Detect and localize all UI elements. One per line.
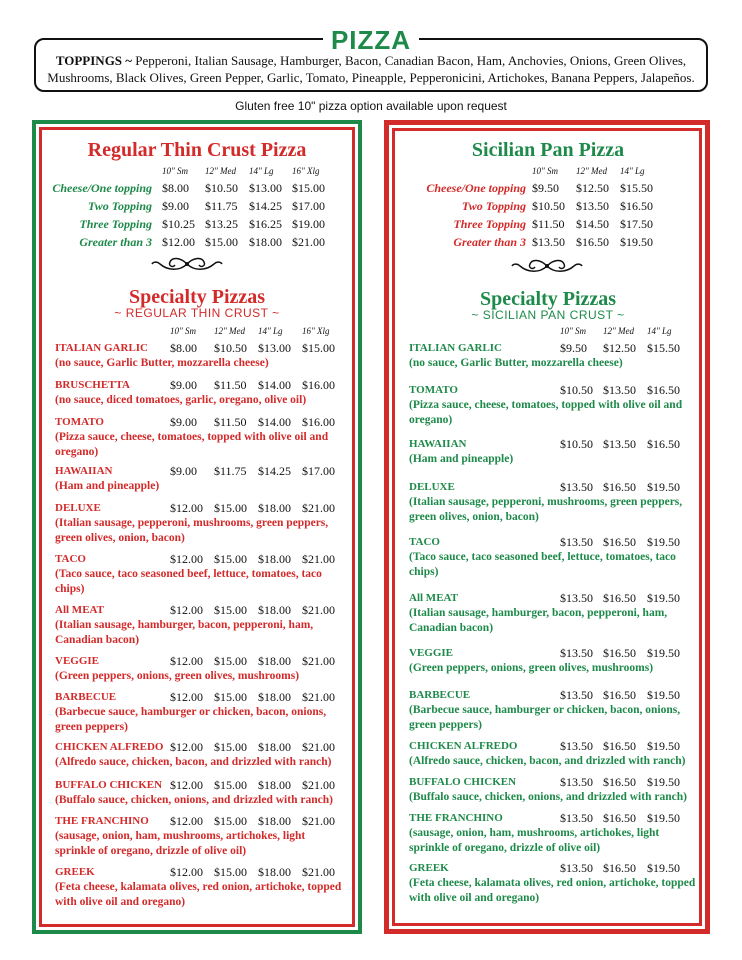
regular-specialty-size-header: 16" Xlg: [302, 326, 330, 336]
regular-specialty-price: $8.00: [170, 341, 197, 355]
right-specialty-subtitle: ~ SICILIAN PAN CRUST ~: [471, 308, 625, 322]
sicilian-specialty-name: BARBECUE: [409, 689, 471, 701]
sicilian-specialty-name: VEGGIE: [409, 647, 454, 659]
right-specialty-title: Specialty Pizzas: [479, 288, 617, 310]
regular-specialty-price: $12.00: [170, 552, 203, 566]
regular-row-price: $10.50: [205, 181, 238, 195]
sicilian-specialty-price: $16.50: [603, 688, 636, 702]
sicilian-specialty-description: (Italian sausage, pepperoni, mushrooms, green peppers, green olives, onion, bacon): [409, 496, 683, 523]
sicilian-specialty-description: (no sauce, Garlic Butter, mozzarella cheese): [409, 357, 623, 369]
sicilian-specialty-price: $19.50: [647, 688, 680, 702]
regular-specialty-price: $18.00: [258, 690, 291, 704]
sicilian-specialty-name: DELUXE: [409, 481, 455, 493]
sicilian-specialty-price: $12.50: [603, 341, 636, 355]
sicilian-specialty-name: TACO: [409, 536, 440, 548]
regular-row-price: $10.25: [162, 217, 195, 231]
regular-specialty-price: $21.00: [302, 603, 335, 617]
regular-specialty-price: $14.25: [258, 464, 291, 478]
sicilian-specialty-description: (Feta cheese, kalamata olives, red onion, artichoke, topped with olive oil and oregano): [409, 877, 696, 904]
sicilian-specialty-price: $13.50: [603, 383, 636, 397]
sicilian-row-price: $13.50: [576, 199, 609, 213]
regular-specialty-price: $16.00: [302, 415, 335, 429]
regular-specialty-price: $11.50: [214, 415, 247, 429]
sicilian-row-price: $14.50: [576, 217, 609, 231]
regular-specialty-price: $12.00: [170, 740, 203, 754]
regular-specialty-description: (Ham and pineapple): [55, 480, 160, 492]
regular-specialty-price: $11.50: [214, 378, 247, 392]
regular-specialty-name: BRUSCHETTA: [55, 379, 130, 391]
sicilian-specialty-description: (sausage, onion, ham, mushrooms, artichokes, light sprinkle of oregano, drizzle of olive oil): [409, 827, 660, 854]
sicilian-specialty-name: All MEAT: [409, 592, 458, 604]
regular-specialty-description: (Alfredo sauce, chicken, bacon, and drizzled with ranch): [55, 756, 332, 768]
regular-specialty-price: $21.00: [302, 814, 335, 828]
sicilian-specialty-price: $19.50: [647, 646, 680, 660]
sicilian-specialty-description: (Pizza sauce, cheese, tomatoes, topped with olive oil and oregano): [409, 399, 683, 426]
toppings-list: Pepperoni, Italian Sausage, Hamburger, Bacon, Canadian Bacon, Ham, Anchovies, Onions, Green Olives, Mushrooms, Black Olives, Green Pepper, Garlic, Tomato, Pineapple, Pepperonicini, Artichokes, Banana Peppers, Jalapeños.: [47, 53, 695, 85]
sicilian-specialty-description: (Italian sausage, hamburger, bacon, pepperoni, ham, Canadian bacon): [409, 607, 668, 634]
sicilian-row-label: Greater than 3: [453, 235, 526, 249]
gluten-note: Gluten free 10" pizza option available upon request: [235, 99, 507, 113]
sicilian-specialty-price: $13.50: [560, 591, 593, 605]
sicilian-row-price: $16.50: [620, 199, 653, 213]
regular-specialty-price: $21.00: [302, 778, 335, 792]
regular-size-header: 10" Sm: [162, 166, 189, 176]
regular-specialty-price: $12.00: [170, 690, 203, 704]
regular-specialty-price: $15.00: [214, 501, 247, 515]
sicilian-specialty-description: (Taco sauce, taco seasoned beef, lettuce, tomatoes, taco chips): [409, 551, 676, 578]
regular-specialty-price: $21.00: [302, 654, 335, 668]
regular-specialty-price: $12.00: [170, 654, 203, 668]
regular-row-label: Two Topping: [87, 199, 152, 213]
sicilian-specialty-name: HAWAIIAN: [409, 438, 467, 450]
regular-specialty-price: $18.00: [258, 740, 291, 754]
regular-specialty-description: (Italian sausage, pepperoni, mushrooms, green peppers, green olives, onion, bacon): [55, 517, 329, 544]
regular-specialty-price: $21.00: [302, 501, 335, 515]
menu-title: PIZZA: [0, 26, 742, 54]
regular-row-price: $15.00: [205, 235, 238, 249]
sicilian-specialty-price: $10.50: [560, 437, 593, 451]
sicilian-specialty-name: TOMATO: [409, 384, 458, 396]
regular-specialty-name: VEGGIE: [55, 655, 100, 667]
regular-size-header: 12" Med: [205, 166, 237, 176]
regular-specialty-name: DELUXE: [55, 502, 101, 514]
regular-row-price: $16.25: [249, 217, 282, 231]
sicilian-pan-title: Sicilian Pan Pizza: [471, 139, 625, 161]
sicilian-specialty-description: (Alfredo sauce, chicken, bacon, and drizzled with ranch): [409, 755, 686, 767]
regular-row-price: $19.00: [292, 217, 325, 231]
sicilian-specialty-name: THE FRANCHINO: [409, 812, 503, 824]
sicilian-specialty-price: $13.50: [560, 775, 593, 789]
sicilian-specialty-name: BUFFALO CHICKEN: [409, 776, 517, 788]
regular-specialty-price: $18.00: [258, 603, 291, 617]
sicilian-specialty-price: $19.50: [647, 591, 680, 605]
regular-specialty-price: $18.00: [258, 865, 291, 879]
sicilian-specialty-description: (Buffalo sauce, chicken, onions, and drizzled with ranch): [409, 791, 687, 803]
regular-specialty-price: $18.00: [258, 501, 291, 515]
sicilian-specialty-price: $13.50: [560, 739, 593, 753]
regular-row-price: $13.00: [249, 181, 282, 195]
regular-specialty-price: $9.00: [170, 378, 197, 392]
sicilian-specialty-price: $16.50: [603, 591, 636, 605]
sicilian-specialty-price: $10.50: [560, 383, 593, 397]
sicilian-specialty-price: $16.50: [603, 861, 636, 875]
regular-specialty-price: $18.00: [258, 778, 291, 792]
sicilian-specialty-price: $13.50: [603, 437, 636, 451]
regular-specialty-price: $21.00: [302, 740, 335, 754]
regular-specialty-price: $15.00: [214, 865, 247, 879]
sicilian-specialty-size-header: 12" Med: [603, 326, 635, 336]
regular-specialty-price: $21.00: [302, 690, 335, 704]
regular-row-label: Greater than 3: [79, 235, 152, 249]
regular-row-price: $8.00: [162, 181, 189, 195]
sicilian-specialty-price: $19.50: [647, 739, 680, 753]
flourish-divider-icon: [510, 258, 584, 274]
regular-specialty-price: $16.00: [302, 378, 335, 392]
sicilian-specialty-price: $19.50: [647, 775, 680, 789]
sicilian-specialty-size-header: 10" Sm: [560, 326, 587, 336]
regular-row-price: $9.00: [162, 199, 189, 213]
sicilian-specialty-price: $16.50: [603, 775, 636, 789]
regular-specialty-name: HAWAIIAN: [55, 465, 113, 477]
sicilian-row-price: $15.50: [620, 181, 653, 195]
regular-specialty-name: BUFFALO CHICKEN: [55, 779, 163, 791]
regular-specialty-price: $11.75: [214, 464, 247, 478]
regular-specialty-price: $15.00: [214, 654, 247, 668]
regular-specialty-name: All MEAT: [55, 604, 104, 616]
regular-row-price: $18.00: [249, 235, 282, 249]
sicilian-size-header: 14" Lg: [620, 166, 645, 176]
regular-specialty-price: $15.00: [302, 341, 335, 355]
regular-specialty-description: (no sauce, Garlic Butter, mozzarella cheese): [55, 357, 269, 369]
sicilian-specialty-price: $13.50: [560, 646, 593, 660]
sicilian-specialty-description: (Barbecue sauce, hamburger or chicken, bacon, onions, green peppers): [409, 704, 681, 731]
sicilian-row-price: $11.50: [532, 217, 565, 231]
regular-specialty-price: $15.00: [214, 778, 247, 792]
regular-row-price: $14.25: [249, 199, 282, 213]
regular-specialty-price: $15.00: [214, 814, 247, 828]
sicilian-row-price: $13.50: [532, 235, 565, 249]
sicilian-row-label: Two Topping: [461, 199, 526, 213]
regular-size-header: 16" Xlg: [292, 166, 320, 176]
sicilian-specialty-price: $16.50: [603, 535, 636, 549]
sicilian-row-label: Three Topping: [453, 217, 526, 231]
regular-specialty-price: $9.00: [170, 415, 197, 429]
regular-specialty-description: (Feta cheese, kalamata olives, red onion, artichoke, topped with olive oil and oregano): [55, 881, 342, 908]
regular-specialty-size-header: 12" Med: [214, 326, 246, 336]
regular-specialty-price: $10.50: [214, 341, 247, 355]
sicilian-row-price: $19.50: [620, 235, 653, 249]
regular-specialty-price: $12.00: [170, 603, 203, 617]
sicilian-row-price: $16.50: [576, 235, 609, 249]
regular-specialty-name: ITALIAN GARLIC: [55, 342, 149, 354]
regular-row-price: $21.00: [292, 235, 325, 249]
flourish-divider-icon: [150, 256, 224, 272]
toppings-text: [44, 52, 698, 86]
sicilian-specialty-description: (Ham and pineapple): [409, 453, 514, 465]
regular-specialty-price: $17.00: [302, 464, 335, 478]
regular-specialty-price: $21.00: [302, 865, 335, 879]
regular-row-label: Cheese/One topping: [52, 181, 152, 195]
regular-row-price: $11.75: [205, 199, 238, 213]
regular-row-price: $12.00: [162, 235, 195, 249]
regular-specialty-name: TACO: [55, 553, 86, 565]
regular-specialty-description: (Taco sauce, taco seasoned beef, lettuce, tomatoes, taco chips): [55, 568, 322, 595]
regular-specialty-description: (Italian sausage, hamburger, bacon, pepperoni, ham, Canadian bacon): [55, 619, 314, 646]
regular-row-price: $17.00: [292, 199, 325, 213]
regular-specialty-price: $12.00: [170, 865, 203, 879]
regular-specialty-price: $12.00: [170, 814, 203, 828]
regular-specialty-description: (Barbecue sauce, hamburger or chicken, bacon, onions, green peppers): [55, 706, 327, 733]
sicilian-specialty-description: (Green peppers, onions, green olives, mushrooms): [409, 662, 654, 674]
sicilian-size-header: 12" Med: [576, 166, 608, 176]
sicilian-specialty-price: $9.50: [560, 341, 587, 355]
sicilian-specialty-price: $19.50: [647, 535, 680, 549]
regular-specialty-description: (Buffalo sauce, chicken, onions, and drizzled with ranch): [55, 794, 333, 806]
regular-specialty-description: (no sauce, diced tomatoes, garlic, oregano, olive oil): [55, 394, 307, 406]
regular-specialty-name: THE FRANCHINO: [55, 815, 149, 827]
regular-specialty-price: $18.00: [258, 654, 291, 668]
sicilian-row-label: Cheese/One topping: [426, 181, 526, 195]
regular-specialty-price: $18.00: [258, 552, 291, 566]
sicilian-specialty-price: $16.50: [647, 437, 680, 451]
regular-specialty-price: $12.00: [170, 778, 203, 792]
sicilian-specialty-price: $16.50: [603, 811, 636, 825]
left-specialty-subtitle: ~ REGULAR THIN CRUST ~: [114, 306, 280, 320]
regular-specialty-size-header: 14" Lg: [258, 326, 283, 336]
sicilian-size-header: 10" Sm: [532, 166, 559, 176]
regular-row-price: $13.25: [205, 217, 238, 231]
sicilian-row-price: $10.50: [532, 199, 565, 213]
regular-thin-crust-title: Regular Thin Crust Pizza: [87, 139, 307, 161]
regular-specialty-price: $15.00: [214, 740, 247, 754]
sicilian-specialty-price: $13.50: [560, 535, 593, 549]
regular-specialty-price: $15.00: [214, 552, 247, 566]
sicilian-specialty-name: CHICKEN ALFREDO: [409, 740, 518, 752]
regular-specialty-description: (Pizza sauce, cheese, tomatoes, topped with olive oil and oregano): [55, 431, 329, 458]
sicilian-row-price: $9.50: [532, 181, 559, 195]
sicilian-specialty-price: $16.50: [647, 383, 680, 397]
sicilian-specialty-price: $15.50: [647, 341, 680, 355]
sicilian-specialty-price: $19.50: [647, 861, 680, 875]
regular-specialty-price: $18.00: [258, 814, 291, 828]
sicilian-row-price: $12.50: [576, 181, 609, 195]
regular-row-price: $15.00: [292, 181, 325, 195]
regular-specialty-name: TOMATO: [55, 416, 104, 428]
sicilian-specialty-price: $13.50: [560, 688, 593, 702]
sicilian-specialty-price: $19.50: [647, 480, 680, 494]
sicilian-specialty-price: $16.50: [603, 480, 636, 494]
regular-specialty-size-header: 10" Sm: [170, 326, 197, 336]
toppings-label: TOPPINGS ~: [55, 53, 133, 68]
sicilian-specialty-price: $13.50: [560, 861, 593, 875]
regular-specialty-name: BARBECUE: [55, 691, 117, 703]
regular-size-header: 14" Lg: [249, 166, 274, 176]
sicilian-specialty-price: $16.50: [603, 646, 636, 660]
regular-specialty-price: $9.00: [170, 464, 197, 478]
regular-row-label: Three Topping: [79, 217, 152, 231]
sicilian-specialty-name: GREEK: [409, 862, 449, 874]
regular-specialty-name: CHICKEN ALFREDO: [55, 741, 164, 753]
regular-specialty-price: $13.00: [258, 341, 291, 355]
sicilian-row-price: $17.50: [620, 217, 653, 231]
regular-specialty-description: (Green peppers, onions, green olives, mushrooms): [55, 670, 300, 682]
sicilian-specialty-size-header: 14" Lg: [647, 326, 672, 336]
regular-specialty-price: $21.00: [302, 552, 335, 566]
sicilian-specialty-name: ITALIAN GARLIC: [409, 342, 503, 354]
regular-specialty-name: GREEK: [55, 866, 95, 878]
regular-specialty-price: $15.00: [214, 690, 247, 704]
left-specialty-title: Specialty Pizzas: [128, 286, 266, 308]
regular-specialty-price: $12.00: [170, 501, 203, 515]
regular-specialty-description: (sausage, onion, ham, mushrooms, artichokes, light sprinkle of oregano, drizzle of olive oil): [55, 830, 306, 857]
sicilian-specialty-price: $13.50: [560, 480, 593, 494]
regular-specialty-price: $15.00: [214, 603, 247, 617]
sicilian-specialty-price: $16.50: [603, 739, 636, 753]
regular-specialty-price: $14.00: [258, 415, 291, 429]
regular-specialty-price: $14.00: [258, 378, 291, 392]
sicilian-specialty-price: $19.50: [647, 811, 680, 825]
sicilian-specialty-price: $13.50: [560, 811, 593, 825]
